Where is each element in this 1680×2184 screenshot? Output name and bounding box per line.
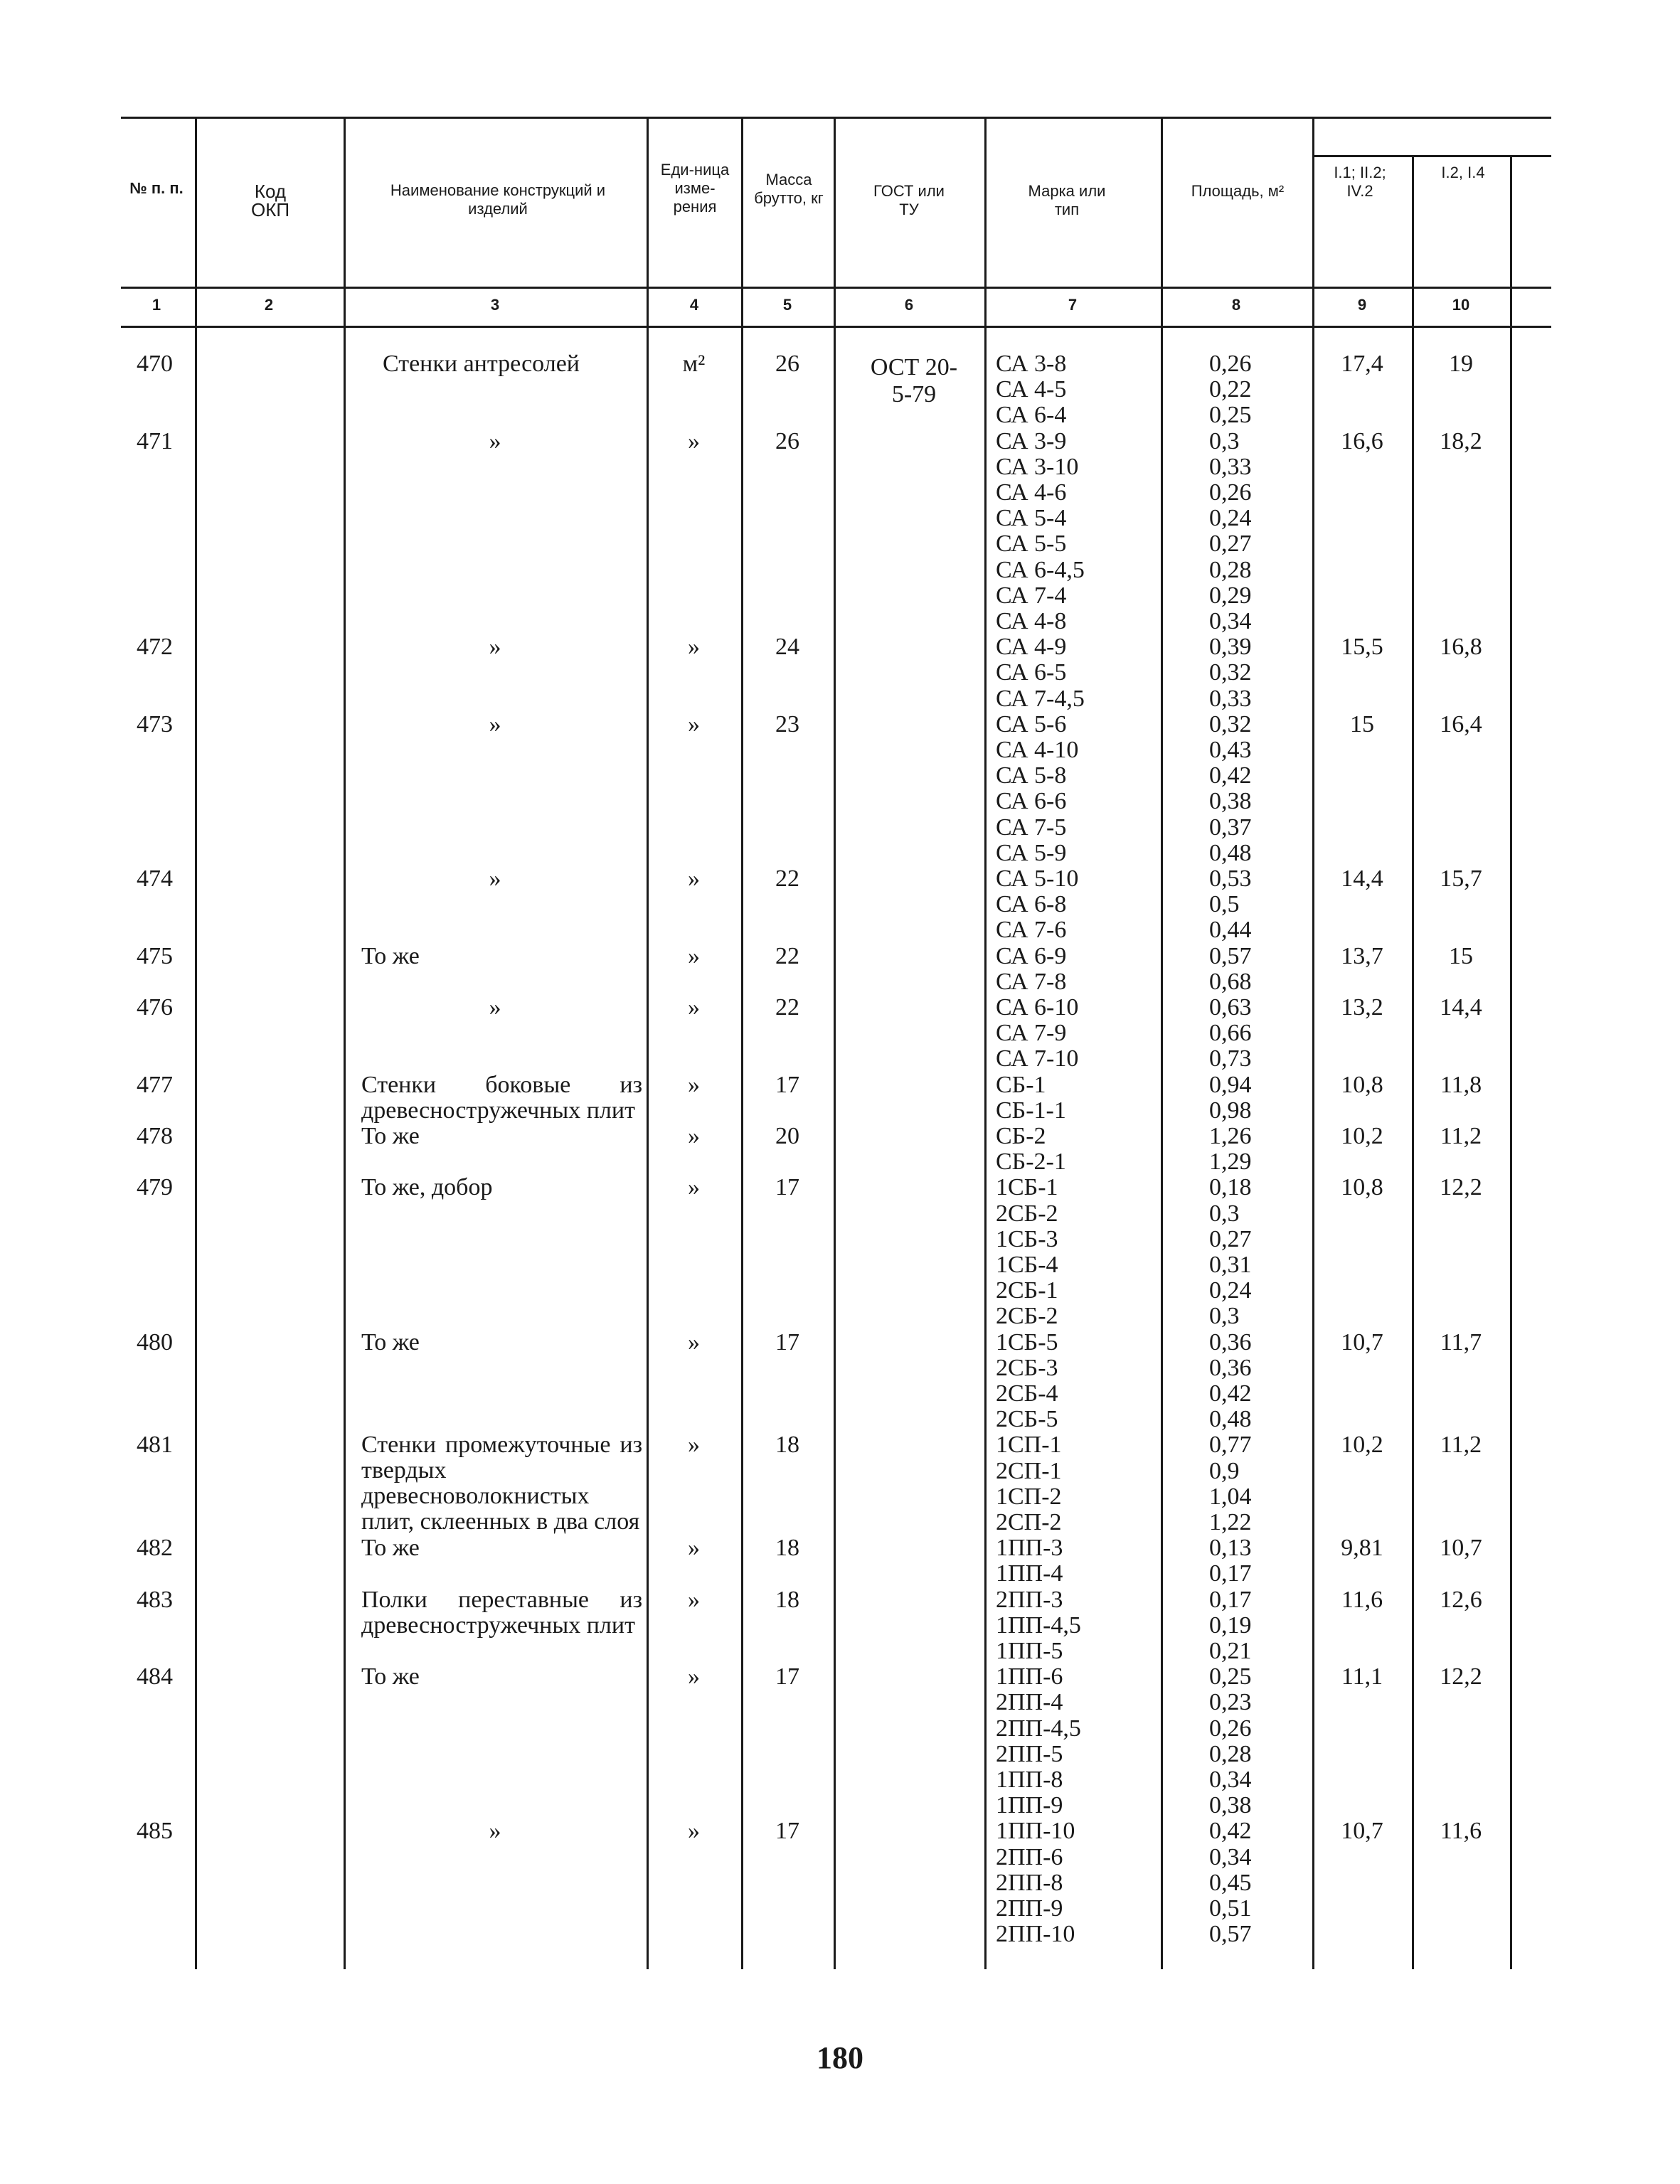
row-mass: 24 bbox=[775, 634, 799, 661]
mark-area: 0,5 bbox=[1209, 891, 1240, 918]
row-name: » bbox=[489, 634, 501, 661]
mark-code: СА 4-5 bbox=[996, 376, 1067, 403]
mark-area: 0,26 bbox=[1209, 1715, 1252, 1742]
row-number: 480 bbox=[137, 1328, 173, 1355]
row-number: 483 bbox=[137, 1586, 173, 1613]
row-mass: 22 bbox=[775, 994, 799, 1021]
column-divider-6 bbox=[984, 117, 987, 1969]
column-divider-1 bbox=[195, 117, 197, 1969]
mark-code: 1ПП-10 bbox=[996, 1818, 1075, 1845]
mark-code: 1СП-2 bbox=[996, 1483, 1062, 1510]
row-name: То же bbox=[361, 942, 420, 969]
mark-area: 0,32 bbox=[1209, 710, 1252, 737]
mark-code: 1ПП-5 bbox=[996, 1638, 1063, 1664]
mark-code: 2СБ-5 bbox=[996, 1406, 1058, 1433]
mark-area: 0,27 bbox=[1209, 1225, 1252, 1252]
mark-code: 1СБ-4 bbox=[996, 1252, 1058, 1278]
mark-area: 0,24 bbox=[1209, 1277, 1252, 1304]
column-divider-5 bbox=[834, 117, 836, 1969]
mark-code: СА 7-6 bbox=[996, 917, 1067, 944]
column-number: 9 bbox=[1357, 296, 1367, 314]
mark-code: 2ПП-6 bbox=[996, 1843, 1063, 1870]
page-number: 180 bbox=[817, 2040, 863, 2075]
row-col9: 15 bbox=[1350, 710, 1374, 737]
mark-code: СА 5-5 bbox=[996, 531, 1067, 558]
row-mass: 22 bbox=[775, 942, 799, 969]
table-top-rule bbox=[121, 117, 1551, 119]
header-col-8: Площадь, м² bbox=[1191, 182, 1285, 200]
row-col9: 10,8 bbox=[1341, 1174, 1383, 1201]
header-col-10: I.2, I.4 bbox=[1441, 164, 1485, 181]
row-unit: » bbox=[688, 634, 700, 661]
row-number: 481 bbox=[137, 1432, 173, 1459]
mark-code: СА 3-8 bbox=[996, 351, 1067, 377]
column-divider-2 bbox=[344, 117, 346, 1969]
mark-area: 0,32 bbox=[1209, 659, 1252, 686]
row-unit: » bbox=[688, 1174, 700, 1201]
row-number: 482 bbox=[137, 1535, 173, 1562]
mark-code: СБ-1-1 bbox=[996, 1097, 1066, 1124]
mark-area: 0,17 bbox=[1209, 1560, 1252, 1587]
row-unit: » bbox=[688, 1535, 700, 1562]
row-col9: 9,81 bbox=[1341, 1535, 1383, 1562]
mark-area: 0,66 bbox=[1209, 1020, 1252, 1047]
row-unit: » bbox=[688, 427, 700, 454]
mark-area: 0,57 bbox=[1209, 1921, 1252, 1948]
row-mass: 22 bbox=[775, 865, 799, 892]
mark-area: 0,68 bbox=[1209, 968, 1252, 995]
mark-code: СБ-2 bbox=[996, 1123, 1046, 1149]
mark-code: СБ-2-1 bbox=[996, 1149, 1066, 1176]
mark-area: 0,33 bbox=[1209, 453, 1252, 480]
mark-area: 1,22 bbox=[1209, 1509, 1252, 1535]
mark-area: 0,98 bbox=[1209, 1097, 1252, 1124]
mark-area: 0,38 bbox=[1209, 1792, 1252, 1819]
column-divider-8 bbox=[1312, 117, 1314, 1969]
row-name: » bbox=[489, 1818, 501, 1845]
row-col10: 11,2 bbox=[1440, 1123, 1482, 1149]
column-number: 8 bbox=[1231, 296, 1241, 314]
row-name: Полки переставные из древесностружечных плит bbox=[361, 1586, 642, 1639]
mark-area: 0,22 bbox=[1209, 376, 1252, 403]
mark-area: 0,29 bbox=[1209, 582, 1252, 609]
row-mass: 18 bbox=[775, 1535, 799, 1562]
mark-area: 0,25 bbox=[1209, 402, 1252, 429]
mark-code: 2СП-2 bbox=[996, 1509, 1062, 1535]
mark-code: СА 6-5 bbox=[996, 659, 1067, 686]
row-unit: » bbox=[688, 1328, 700, 1355]
column-divider-9 bbox=[1412, 155, 1414, 1969]
row-col9: 10,2 bbox=[1341, 1123, 1383, 1149]
mark-code: СА 3-10 bbox=[996, 453, 1079, 480]
mark-code: 2СБ-2 bbox=[996, 1200, 1058, 1227]
mark-code: СА 6-4,5 bbox=[996, 556, 1085, 583]
row-mass: 17 bbox=[775, 1663, 799, 1690]
row-mass: 23 bbox=[775, 710, 799, 737]
row-col10: 18,2 bbox=[1440, 427, 1482, 454]
mark-area: 0,19 bbox=[1209, 1612, 1252, 1639]
row-col9: 13,2 bbox=[1341, 994, 1383, 1021]
row-number: 484 bbox=[137, 1663, 173, 1690]
mark-area: 0,28 bbox=[1209, 1740, 1252, 1767]
mark-code: 2ПП-10 bbox=[996, 1921, 1075, 1948]
mark-area: 0,26 bbox=[1209, 351, 1252, 377]
mark-code: 2ПП-8 bbox=[996, 1869, 1063, 1896]
row-number: 475 bbox=[137, 942, 173, 969]
column-number: 1 bbox=[151, 296, 161, 314]
row-number: 478 bbox=[137, 1123, 173, 1149]
row-number: 479 bbox=[137, 1174, 173, 1201]
header-col-4: Еди-ница изме-рения bbox=[660, 161, 730, 215]
row-col10: 11,2 bbox=[1440, 1432, 1482, 1459]
column-divider-10 bbox=[1510, 155, 1512, 1969]
mark-area: 0,13 bbox=[1209, 1535, 1252, 1562]
mark-area: 0,9 bbox=[1209, 1457, 1240, 1484]
mark-area: 0,48 bbox=[1209, 1406, 1252, 1433]
mark-area: 0,51 bbox=[1209, 1895, 1252, 1922]
header-col-9: I.1; II.2; IV.2 bbox=[1334, 164, 1386, 200]
mark-code: 1СБ-1 bbox=[996, 1174, 1058, 1201]
mark-area: 0,37 bbox=[1209, 814, 1252, 841]
mark-area: 0,24 bbox=[1209, 505, 1252, 532]
mark-code: СА 6-9 bbox=[996, 942, 1067, 969]
row-col10: 19 bbox=[1449, 351, 1473, 377]
mark-area: 0,39 bbox=[1209, 634, 1252, 661]
column-divider-3 bbox=[647, 117, 649, 1969]
header-col-7: Марка или тип bbox=[1028, 182, 1106, 218]
mark-code: 1ПП-3 bbox=[996, 1535, 1063, 1562]
row-number: 473 bbox=[137, 710, 173, 737]
row-col10: 12,2 bbox=[1440, 1174, 1482, 1201]
column-number: 5 bbox=[782, 296, 792, 314]
mark-code: 2ПП-4 bbox=[996, 1689, 1063, 1716]
mark-code: 2СБ-3 bbox=[996, 1354, 1058, 1381]
mark-area: 0,45 bbox=[1209, 1869, 1252, 1896]
mark-area: 0,42 bbox=[1209, 1380, 1252, 1407]
row-name: То же bbox=[361, 1663, 420, 1690]
row-col9: 14,4 bbox=[1341, 865, 1383, 892]
mark-code: СА 5-9 bbox=[996, 839, 1067, 866]
row-col10: 12,6 bbox=[1440, 1586, 1482, 1613]
mark-area: 0,48 bbox=[1209, 839, 1252, 866]
header-col-3: Наименование конструкций и изделий bbox=[390, 181, 606, 218]
mark-code: СБ-1 bbox=[996, 1071, 1046, 1098]
column-divider-4 bbox=[741, 117, 743, 1969]
row-col10: 11,6 bbox=[1440, 1818, 1482, 1845]
mark-code: СА 5-10 bbox=[996, 865, 1079, 892]
mark-area: 0,34 bbox=[1209, 608, 1252, 634]
row-col10: 11,8 bbox=[1440, 1071, 1482, 1098]
row-col9: 10,7 bbox=[1341, 1818, 1383, 1845]
mark-area: 0,53 bbox=[1209, 865, 1252, 892]
mark-code: СА 5-4 bbox=[996, 505, 1067, 532]
header-col-2: Код ОКП bbox=[250, 181, 290, 220]
mark-area: 1,29 bbox=[1209, 1149, 1252, 1176]
header-bottom-rule bbox=[121, 287, 1551, 289]
mark-area: 0,3 bbox=[1209, 427, 1240, 454]
row-col10: 11,7 bbox=[1440, 1328, 1482, 1355]
row-mass: 20 bbox=[775, 1123, 799, 1149]
row-unit: м² bbox=[682, 351, 706, 377]
mark-code: СА 6-8 bbox=[996, 891, 1067, 918]
mark-area: 0,26 bbox=[1209, 479, 1252, 506]
row-col10: 16,8 bbox=[1440, 634, 1482, 661]
row-number: 485 bbox=[137, 1818, 173, 1845]
row-number: 476 bbox=[137, 994, 173, 1021]
row-number: 477 bbox=[137, 1071, 173, 1098]
mark-area: 0,36 bbox=[1209, 1328, 1252, 1355]
mark-area: 0,94 bbox=[1209, 1071, 1252, 1098]
row-mass: 17 bbox=[775, 1818, 799, 1845]
mark-code: СА 6-4 bbox=[996, 402, 1067, 429]
row-col10: 15 bbox=[1449, 942, 1473, 969]
mark-code: СА 4-10 bbox=[996, 737, 1079, 763]
mark-code: 1СБ-5 bbox=[996, 1328, 1058, 1355]
mark-area: 0,34 bbox=[1209, 1843, 1252, 1870]
row-number: 474 bbox=[137, 865, 173, 892]
row-col9: 11,6 bbox=[1341, 1586, 1383, 1613]
mark-code: СА 7-10 bbox=[996, 1045, 1079, 1072]
row-unit: » bbox=[688, 1432, 700, 1459]
mark-code: СА 7-8 bbox=[996, 968, 1067, 995]
row-col10: 10,7 bbox=[1440, 1535, 1482, 1562]
mark-code: СА 3-9 bbox=[996, 427, 1067, 454]
row-unit: » bbox=[688, 994, 700, 1021]
mark-area: 0,21 bbox=[1209, 1638, 1252, 1664]
mark-area: 0,73 bbox=[1209, 1045, 1252, 1072]
mark-code: 1СП-1 bbox=[996, 1432, 1062, 1459]
mark-code: 1ПП-6 bbox=[996, 1663, 1063, 1690]
row-name: » bbox=[489, 710, 501, 737]
column-number: 7 bbox=[1068, 296, 1078, 314]
mark-code: 2ПП-4,5 bbox=[996, 1715, 1081, 1742]
row-number: 471 bbox=[137, 427, 173, 454]
row-col10: 14,4 bbox=[1440, 994, 1482, 1021]
mark-code: 1ПП-4 bbox=[996, 1560, 1063, 1587]
row-name: » bbox=[489, 865, 501, 892]
row-name: Стенки боковые из древесностружечных плит bbox=[361, 1071, 642, 1124]
mark-area: 0,43 bbox=[1209, 737, 1252, 763]
mark-area: 1,26 bbox=[1209, 1123, 1252, 1149]
mark-area: 0,57 bbox=[1209, 942, 1252, 969]
mark-code: 2СБ-2 bbox=[996, 1303, 1058, 1330]
mark-area: 0,17 bbox=[1209, 1586, 1252, 1613]
row-mass: 17 bbox=[775, 1174, 799, 1201]
mark-code: 1ПП-8 bbox=[996, 1767, 1063, 1793]
mark-code: 1ПП-9 bbox=[996, 1792, 1063, 1819]
mark-code: СА 7-5 bbox=[996, 814, 1067, 841]
mark-code: 2ПП-3 bbox=[996, 1586, 1063, 1613]
row-col9: 10,8 bbox=[1341, 1071, 1383, 1098]
group-header-rule bbox=[1312, 155, 1551, 157]
header-col-1: № п. п. bbox=[129, 179, 184, 197]
mark-area: 0,28 bbox=[1209, 556, 1252, 583]
mark-code: 2СБ-4 bbox=[996, 1380, 1058, 1407]
mark-area: 0,36 bbox=[1209, 1354, 1252, 1381]
column-number: 2 bbox=[264, 296, 274, 314]
column-number: 3 bbox=[490, 296, 500, 314]
mark-code: СА 4-9 bbox=[996, 634, 1067, 661]
row-col9: 11,1 bbox=[1341, 1663, 1383, 1690]
row-col10: 15,7 bbox=[1440, 865, 1482, 892]
mark-code: СА 6-6 bbox=[996, 788, 1067, 815]
mark-code: СА 6-10 bbox=[996, 994, 1079, 1021]
header-col-6: ГОСТ или ТУ bbox=[873, 182, 945, 218]
row-name: » bbox=[489, 994, 501, 1021]
mark-code: 2ПП-5 bbox=[996, 1740, 1063, 1767]
mark-area: 0,44 bbox=[1209, 917, 1252, 944]
column-numbers-bottom-rule bbox=[121, 326, 1551, 328]
row-mass: 26 bbox=[775, 427, 799, 454]
mark-code: СА 5-8 bbox=[996, 762, 1067, 789]
row-col10: 12,2 bbox=[1440, 1663, 1482, 1690]
row-unit: » bbox=[688, 865, 700, 892]
row-name: Стенки промежуточные из твердых древесноволокнистых плит, склеенных в два слоя bbox=[361, 1432, 642, 1535]
row-name: Стенки антресолей bbox=[383, 351, 580, 377]
mark-area: 0,33 bbox=[1209, 685, 1252, 712]
row-number: 470 bbox=[137, 351, 173, 377]
row-col9: 16,6 bbox=[1341, 427, 1383, 454]
row-col9: 15,5 bbox=[1341, 634, 1383, 661]
mark-area: 0,34 bbox=[1209, 1767, 1252, 1793]
row-name: То же bbox=[361, 1535, 420, 1562]
mark-area: 0,27 bbox=[1209, 531, 1252, 558]
column-number: 4 bbox=[689, 296, 699, 314]
mark-code: 2ПП-9 bbox=[996, 1895, 1063, 1922]
mark-area: 0,42 bbox=[1209, 1818, 1252, 1845]
mark-area: 0,31 bbox=[1209, 1252, 1252, 1278]
mark-area: 0,77 bbox=[1209, 1432, 1252, 1459]
row-name: То же bbox=[361, 1328, 420, 1355]
row-unit: » bbox=[688, 710, 700, 737]
row-mass: 17 bbox=[775, 1071, 799, 1098]
column-number: 10 bbox=[1452, 296, 1470, 314]
row-col9: 17,4 bbox=[1341, 351, 1383, 377]
row-unit: » bbox=[688, 1663, 700, 1690]
mark-code: 1ПП-4,5 bbox=[996, 1612, 1081, 1639]
row-col10: 16,4 bbox=[1440, 710, 1482, 737]
mark-code: 2СБ-1 bbox=[996, 1277, 1058, 1304]
row-mass: 18 bbox=[775, 1586, 799, 1613]
row-unit: » bbox=[688, 1123, 700, 1149]
row-mass: 18 bbox=[775, 1432, 799, 1459]
mark-area: 0,18 bbox=[1209, 1174, 1252, 1201]
row-mass: 26 bbox=[775, 351, 799, 377]
row-unit: » bbox=[688, 942, 700, 969]
mark-code: СА 7-9 bbox=[996, 1020, 1067, 1047]
mark-area: 0,3 bbox=[1209, 1200, 1240, 1227]
row-col9: 10,7 bbox=[1341, 1328, 1383, 1355]
mark-code: СА 7-4,5 bbox=[996, 685, 1085, 712]
row-unit: » bbox=[688, 1071, 700, 1098]
mark-code: СА 7-4 bbox=[996, 582, 1067, 609]
gost-value: ОСТ 20-5-79 bbox=[870, 354, 958, 407]
mark-area: 0,3 bbox=[1209, 1303, 1240, 1330]
mark-code: СА 5-6 bbox=[996, 710, 1067, 737]
mark-area: 0,38 bbox=[1209, 788, 1252, 815]
mark-code: СА 4-8 bbox=[996, 608, 1067, 634]
mark-area: 0,23 bbox=[1209, 1689, 1252, 1716]
mark-area: 1,04 bbox=[1209, 1483, 1252, 1510]
mark-area: 0,63 bbox=[1209, 994, 1252, 1021]
row-col9: 10,2 bbox=[1341, 1432, 1383, 1459]
mark-code: 2СП-1 bbox=[996, 1457, 1062, 1484]
column-number: 6 bbox=[904, 296, 914, 314]
row-name: То же, добор bbox=[361, 1174, 493, 1201]
row-number: 472 bbox=[137, 634, 173, 661]
row-col9: 13,7 bbox=[1341, 942, 1383, 969]
column-divider-7 bbox=[1161, 117, 1163, 1969]
row-name: » bbox=[489, 427, 501, 454]
row-name: То же bbox=[361, 1123, 420, 1149]
row-unit: » bbox=[688, 1818, 700, 1845]
mark-area: 0,42 bbox=[1209, 762, 1252, 789]
mark-area: 0,25 bbox=[1209, 1663, 1252, 1690]
header-col-5: Масса брутто, кг bbox=[754, 171, 824, 207]
row-unit: » bbox=[688, 1586, 700, 1613]
row-mass: 17 bbox=[775, 1328, 799, 1355]
mark-code: СА 4-6 bbox=[996, 479, 1067, 506]
mark-code: 1СБ-3 bbox=[996, 1225, 1058, 1252]
